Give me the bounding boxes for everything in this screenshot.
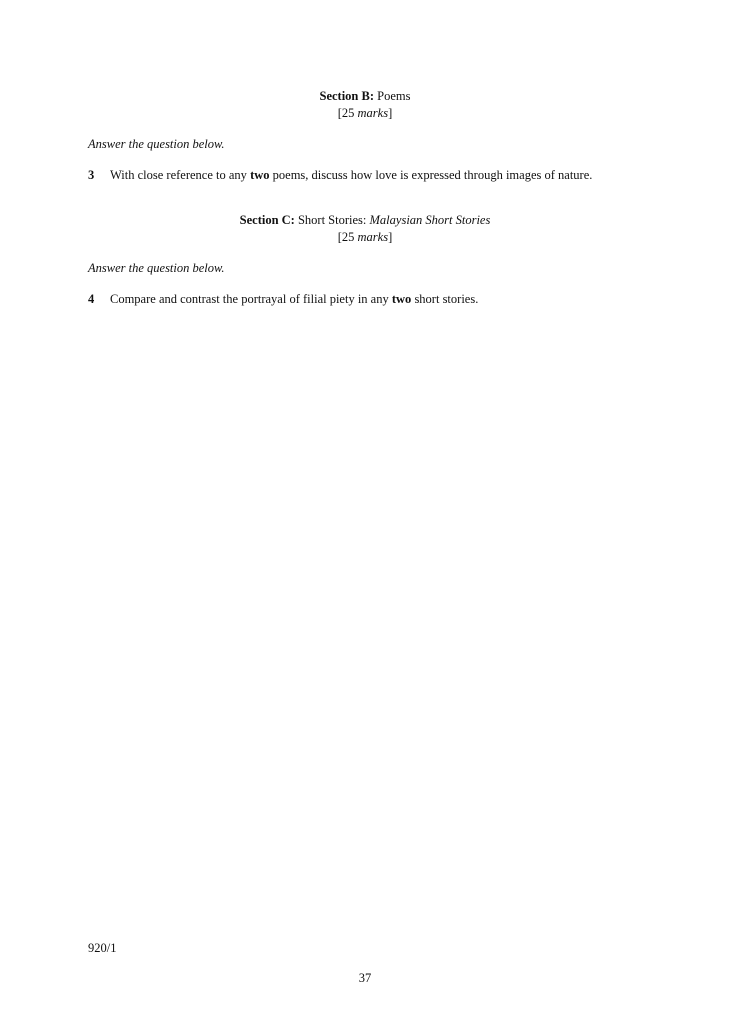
question-3-text-bold: two — [250, 168, 270, 182]
question-4 — [88, 291, 478, 307]
paper-code: 920/1 — [88, 941, 117, 955]
section-c-marks-close: ] — [388, 230, 393, 244]
question-4-text-after: short stories. — [411, 292, 479, 306]
page-number: 37 — [358, 971, 372, 985]
section-b-heading — [200, 88, 530, 104]
question-3 — [88, 167, 592, 183]
section-c-marks — [163, 229, 567, 245]
section-b-marks-word: marks — [357, 106, 389, 120]
section-b-label: Section B: — [319, 89, 375, 103]
question-4-text-bold: two — [391, 292, 412, 306]
section-b-marks — [200, 105, 530, 121]
question-3-text-before: With close reference to any — [110, 168, 251, 182]
section-c-marks-open: [25 — [337, 230, 358, 244]
section-b-title: Poems — [377, 89, 411, 103]
section-b-marks-close: ] — [388, 106, 393, 120]
section-c-title-plain: Short Stories: — [297, 213, 370, 227]
section-c-heading — [163, 212, 567, 228]
question-4-text-before: Compare and contrast the portrayal of filial piety in any — [110, 292, 392, 306]
question-3-text-after: poems, discuss how love is expressed through images of nature. — [269, 168, 593, 182]
section-c-marks-word: marks — [357, 230, 389, 244]
section-c-label: Section C: — [239, 213, 295, 227]
section-c-instruction: Answer the question below. — [88, 261, 225, 275]
question-3-number: 3 — [88, 168, 95, 182]
question-4-number: 4 — [88, 292, 95, 306]
section-b-marks-open: [25 — [337, 106, 358, 120]
section-b-instruction: Answer the question below. — [88, 137, 225, 151]
section-c-title-italic: Malaysian Short Stories — [369, 213, 491, 227]
